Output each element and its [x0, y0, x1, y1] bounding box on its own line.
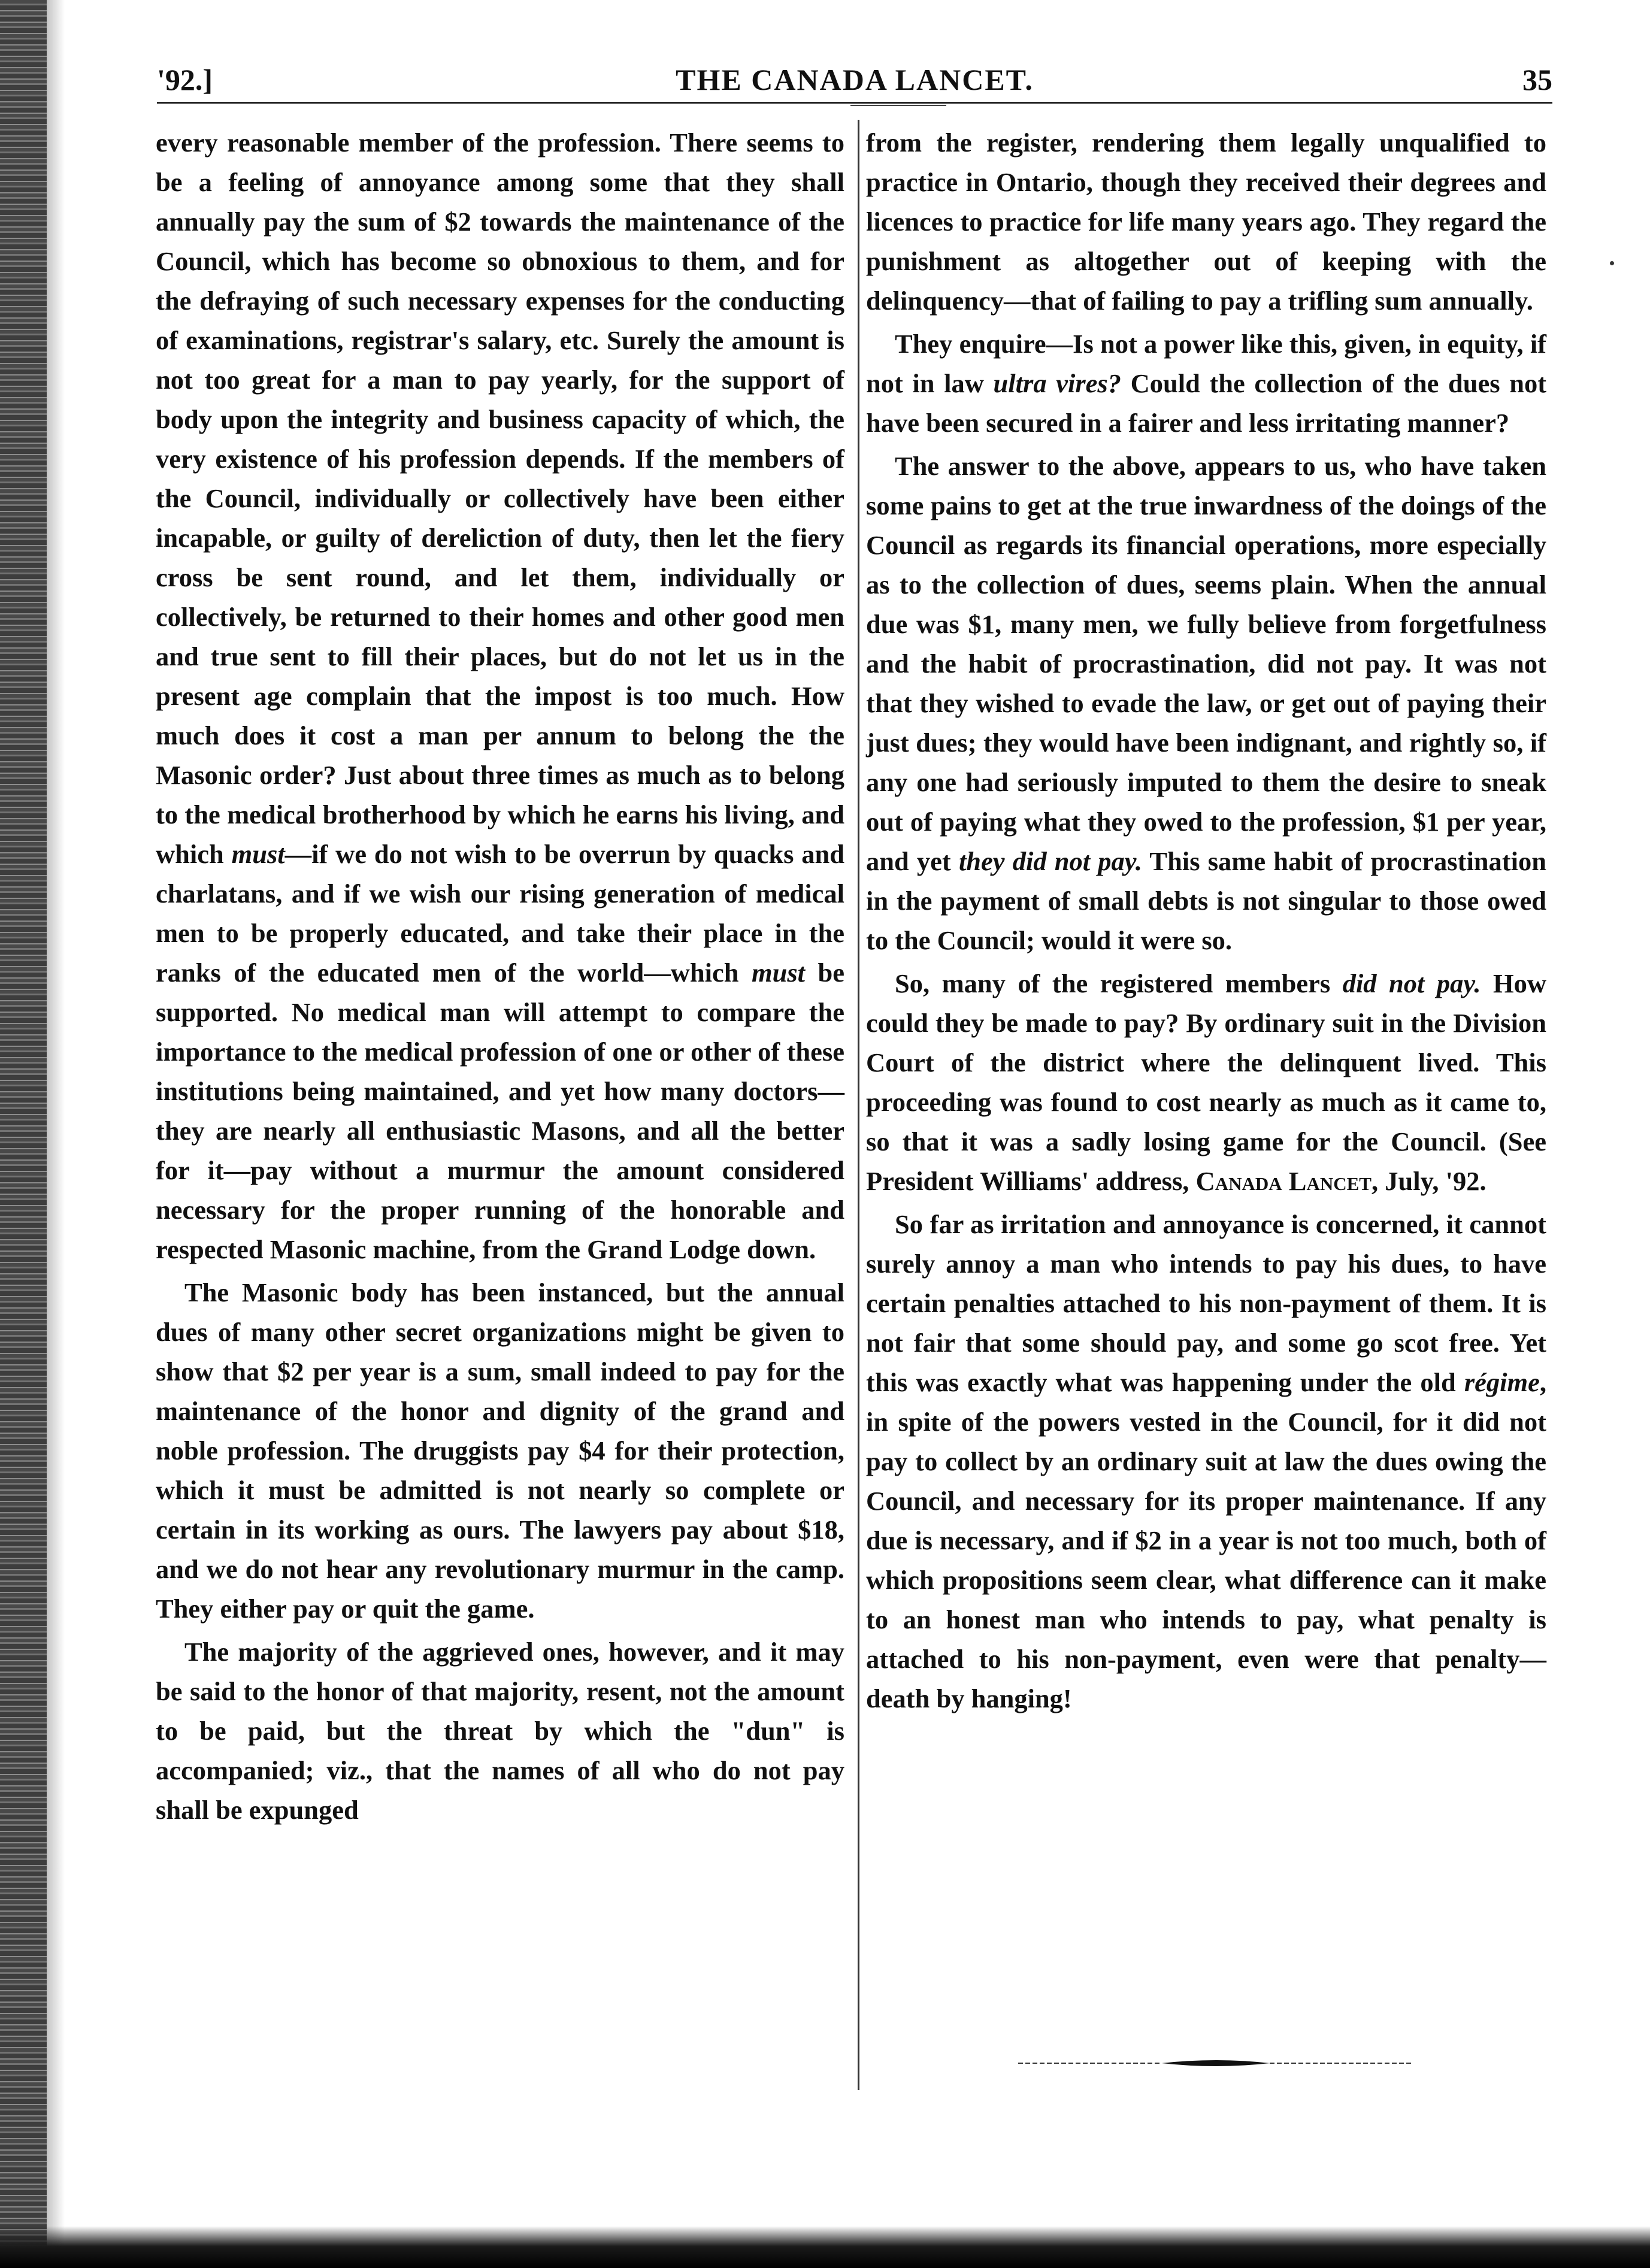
journal-title: THE CANADA LANCET. — [676, 63, 1034, 96]
paragraph — [866, 324, 1546, 443]
margin-speck — [1610, 261, 1614, 265]
left-column — [156, 123, 844, 1830]
emphasized-text: the names of all who do not pay shall be expunged — [156, 1755, 844, 1825]
paragraph-text: , in spite of the powers vested in the Council, for it did not pay to collect by an ordinary suit at law the dues owing the Council, and necessary for its proper maintenance. If any due is necessary, and if $2 in a year is not too much, both of which propositions seem clear, what difference can it make to an honest man who intends to pay, what penalty is attached to his non-payment, even were that penalty—death by hanging! — [866, 1367, 1547, 1713]
paragraph-text: be supported. No medical man will attempt to compare the importance to the medical profession of one or other of these institutions being maintained, and yet how many doctors—they are nearly all enthusiastic Masons, and all the better for it—pay without a murmur the amount considered necessary for the proper running of the honorable and respected Masonic machine, from the Grand Lodge down. — [156, 958, 844, 1264]
paragraph-text: This same habit of procrastination in the payment of small debts is not singular to those owed to the Council; would it were so. — [866, 846, 1546, 955]
italic-text: must — [231, 839, 285, 869]
binding-edge — [0, 0, 47, 2268]
italic-text: they did not pay. — [958, 846, 1143, 876]
paragraph — [156, 1273, 844, 1628]
paragraph-text: So, many of the registered members — [895, 968, 1331, 998]
paragraph-text: every reasonable member of the profession. There seems to be a feeling of annoyance among some that they shall annually pay the sum of $2 towards the maintenance of the Council, which has become so obnoxious to them, and for the defraying of such necessary expenses for the conducting of examinations, registrar's salary, etc. Surely the amount is not too great for a man to pay yearly, for the support of body upon the integrity and business capacity of which, the very existence of his profession depends. If the members of the Council, individually or collectively have been either incapable, or guilty of dereliction of duty, then let the fiery cross be sent round, and let them, individually or collectively, be returned to their homes and other good men and true sent to fill their places, but do not let us in the present age complain that the impost is too much. How much does it cost a man per annum to belong the the Masonic order? Just about three times as much as to belong to the medical brotherhood by which he earns his living, and which — [156, 128, 844, 869]
italic-text: must — [751, 958, 806, 988]
paragraph-text: The Masonic body has been instanced, but the annual dues of many other secret organizations might be given to show that $2 per year is a sum, small indeed to pay for the maintenance of the honor and dignity of the grand and noble profession. The druggists pay $4 for their protection, which it must be admitted is not nearly so complete or certain in its working as ours. The lawyers pay about $18, and we do not hear any revolutionary murmur in the camp. They either pay or quit the game. — [156, 1277, 844, 1624]
paragraph-text: How could they be made to pay? By ordinary suit in the Division Court of the district where the delinquent lived. This proceeding was found to cost nearly as much as it came to, so that it was a sadly losing game for the Council. (See President Williams' address, — [866, 968, 1547, 1196]
column-divider — [858, 120, 859, 2090]
header-rule-accent — [850, 105, 946, 106]
paragraph-text: Could the collection of the dues not have been secured in a fairer and less irritating manner? — [866, 368, 1547, 438]
paragraph — [866, 1204, 1546, 1718]
paragraph-text: , July, '92. — [1371, 1166, 1486, 1196]
small-caps-text: Canada Lancet — [1195, 1166, 1372, 1196]
paragraph-text: So far as irritation and annoyance is concerned, it cannot surely annoy a man who intends to pay his dues, to have certain penalties attached to his non-payment of them. It is not fair that some should pay, and some go scot free. Yet this was exactly what was happening under the old — [866, 1209, 1546, 1397]
paragraph-text: They enquire—Is not a power like this, given, in equity, if not in law — [866, 329, 1546, 398]
page-number: 35 — [1522, 63, 1552, 96]
paragraph-text: The majority of the aggrieved ones, however, and it may be said to the honor of that majority, resent, not the amount to be paid, but the threat by which the "dun" is accompanied; viz., that — [156, 1637, 844, 1785]
paragraph — [866, 964, 1546, 1201]
paragraph — [866, 446, 1546, 960]
end-of-article-ornament — [1018, 2057, 1413, 2069]
right-column — [866, 123, 1546, 1718]
italic-text: régime — [1464, 1367, 1540, 1397]
italic-text: did not pay. — [1342, 968, 1481, 998]
paragraph-text: from the register, rendering them legally unqualified to practice in Ontario, though they received their degrees and licences to practice for life many years ago. They regard the punishment as altogether out of keeping with the delinquency—that of failing to pay a trifling sum annually. — [866, 128, 1546, 316]
paragraph — [156, 123, 844, 1269]
paragraph — [866, 123, 1546, 320]
running-head — [157, 59, 1552, 107]
paragraph-text: The answer to the above, appears to us, who have taken some pains to get at the true inwardness of the doings of the Council as regards its financial operations, more especially as to the collection of dues, seems plain. When the annual due was $1, many men, we fully believe from forgetfulness and the habit of procrastination, did not pay. It was not that they wished to evade the law, or get out of paying their just dues; they would have been indignant, and rightly so, if any one had seriously imputed to them the desire to sneak out of paying what they owed to the profession, $1 per year, and yet — [866, 451, 1546, 876]
header-rule — [157, 102, 1552, 104]
italic-text: ultra vires? — [993, 368, 1121, 398]
paragraph-text: —if we do not wish to be overrun by quacks and charlatans, and if we wish our rising generation of medical men to be properly educated, and take their place in the ranks of the educated men of the world—which — [156, 839, 844, 988]
page-bottom-edge — [0, 2226, 1650, 2268]
volume-year: '92.] — [157, 63, 213, 96]
paragraph — [156, 1632, 844, 1830]
